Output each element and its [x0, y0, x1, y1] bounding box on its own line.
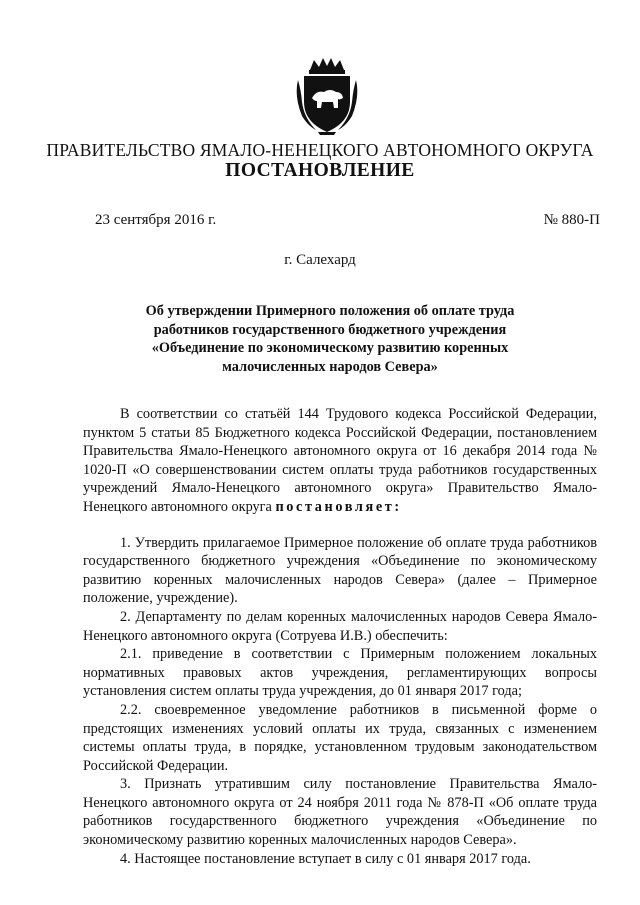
coat-of-arms-icon: [292, 56, 362, 136]
item-3: 3. Признать утратившим силу постановление Правительства Ямало-Ненецкого автономного округа от 24 ноября 2011 года № 878-П «Об оплате труда работников государственного бюджетного учреждения «Объединение по экономическому развитию коренных малочисленных народов Севера».: [83, 776, 597, 849]
title-line: работников государственного бюджетного учреждения: [153, 321, 507, 338]
resolves-word: постановляет:: [275, 498, 402, 515]
document-number: № 880-П: [543, 212, 600, 228]
item-1: 1. Утвердить прилагаемое Примерное положение об оплате труда работников государственного бюджетного учреждения «Объединение по экономическому развитию коренных малочисленных народов Севера» (далее – Примерное положение, учреждение).: [83, 534, 597, 607]
item-4: 4. Настоящее постановление вступает в силу с 01 января 2017 года.: [120, 850, 531, 867]
title-line: Об утверждении Примерного положения об оплате труда: [145, 303, 515, 319]
government-name: ПРАВИТЕЛЬСТВО ЯМАЛО-НЕНЕЦКОГО АВТОНОМНОГО ОКРУГА: [46, 140, 594, 160]
title-line: «Объединение по экономическому развитию коренных: [151, 340, 509, 356]
title-line: малочисленных народов Севера»: [222, 358, 438, 375]
item-2-1: 2.1. приведение в соответствии с Примерным положением локальных нормативных правовых актов учреждения, регламентирующих вопросы установления систем оплаты труда учреждения, до 01 января 2017 года;: [83, 646, 597, 700]
preamble-text: В соответствии со статьёй 144 Трудового кодекса Российской Федерации, пунктом 5 статьи 85 Бюджетного кодекса Российской Федерации, постановлением Правительства Ямало-Ненецкого автономного округа от 16 декабря 2014 года № 1020-П «О совершенствовании систем оплаты труда работников государственных учреждений Ямало-Ненецкого автономного округа» Правительство Ямало-Ненецкого автономного округа: [83, 406, 597, 515]
document-city: г. Салехард: [284, 252, 356, 268]
preamble-paragraph: [83, 405, 597, 517]
document-type: ПОСТАНОВЛЕНИЕ: [225, 160, 415, 181]
document-date: 23 сентября 2016 г.: [95, 212, 217, 228]
document-body: [83, 405, 597, 868]
item-2: 2. Департаменту по делам коренных малочисленных народов Севера Ямало-Ненецкого автономного округа (Сотруева И.В.) обеспечить:: [83, 608, 597, 644]
item-2-2: 2.2. своевременное уведомление работников в письменной форме о предстоящих изменениях условий оплаты их труда, связанных с изменением системы оплаты труда, в порядке, установленном трудовым законодательством Российской Федерации.: [83, 701, 597, 774]
document-title: [100, 302, 560, 376]
